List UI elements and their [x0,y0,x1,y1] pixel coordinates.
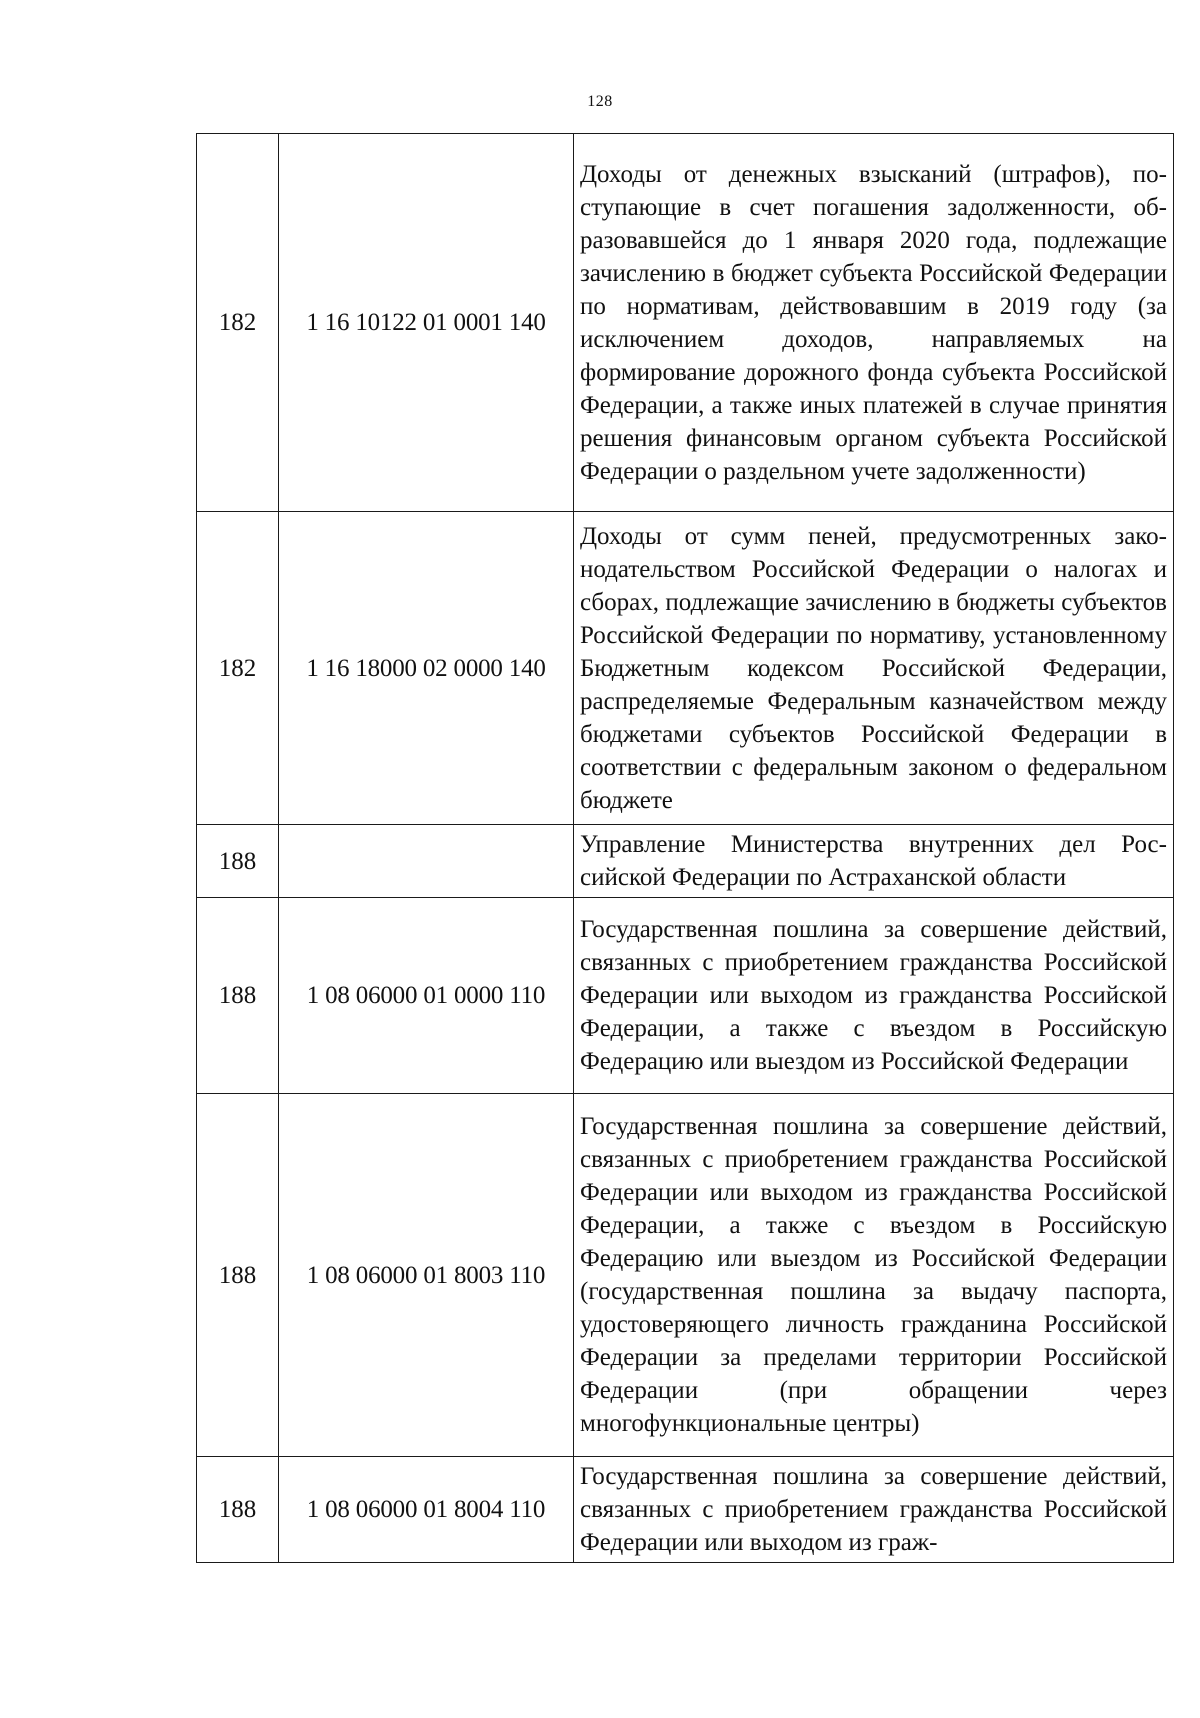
admin-code-cell: 182 [197,512,279,825]
admin-code-cell: 182 [197,134,279,512]
table-row [197,512,1174,825]
admin-code-cell: 188 [197,825,279,898]
table-row [197,134,1174,512]
page-number: 128 [587,93,613,110]
table-row [197,1457,1174,1563]
budget-code-cell: 1 16 18000 02 0000 140 [279,512,574,825]
admin-code-cell: 188 [197,898,279,1094]
description-cell: Государственная пошлина за совершение действий, связанных с приобретением гражданства Российской Федерации или выходом из гражданства Российской Федерации, а также с въездом в Российскую Федерацию или выездом из Российской Федерации (государственная пошлина за выдачу паспорта, удостоверяющего личность гражданина Российской Федерации за пределами территории Российской Федерации (при обращении через многофункциональные центры) [574,1094,1174,1457]
description-cell: Управление Министерства внутренних дел Российской Федерации по Астраханской области [574,825,1174,898]
budget-code-cell: 1 08 06000 01 8004 110 [279,1457,574,1563]
description-cell: Доходы от сумм пеней, предусмотренных законодательством Российской Федерации о налогах и сборах, подлежащие зачислению в бюджеты субъектов Российской Федерации по нормативу, установленному Бюджетным кодексом Российской Федерации, распределяемые Федеральным казначейством между бюджетами субъектов Российской Федерации в соответствии с федеральным законом о федеральном бюджете [574,512,1174,825]
description-cell: Государственная пошлина за совершение действий, связанных с приобретением гражданства Российской Федерации или выходом из граж- [574,1457,1174,1563]
budget-code-cell [279,825,574,898]
budget-code-cell: 1 08 06000 01 0000 110 [279,898,574,1094]
table-row [197,898,1174,1094]
budget-code-cell: 1 16 10122 01 0001 140 [279,134,574,512]
revenue-codes-table [196,133,1174,1563]
table-row [197,825,1174,898]
description-cell: Доходы от денежных взысканий (штрафов), поступающие в счет погашения задолженности, образовавшейся до 1 января 2020 года, подлежащие зачислению в бюджет субъекта Российской Федерации по нормативам, действовавшим в 2019 году (за исключением доходов, направляемых на формирование дорожного фонда субъекта Российской Федерации, а также иных платежей в случае принятия решения финансовым органом субъекта Российской Федерации о раздельном учете задолженности) [574,134,1174,512]
admin-code-cell: 188 [197,1457,279,1563]
budget-code-cell: 1 08 06000 01 8003 110 [279,1094,574,1457]
table-row [197,1094,1174,1457]
description-cell: Государственная пошлина за совершение действий, связанных с приобретением гражданства Российской Федерации или выходом из гражданства Российской Федерации, а также с въездом в Российскую Федерацию или выездом из Российской Федерации [574,898,1174,1094]
admin-code-cell: 188 [197,1094,279,1457]
